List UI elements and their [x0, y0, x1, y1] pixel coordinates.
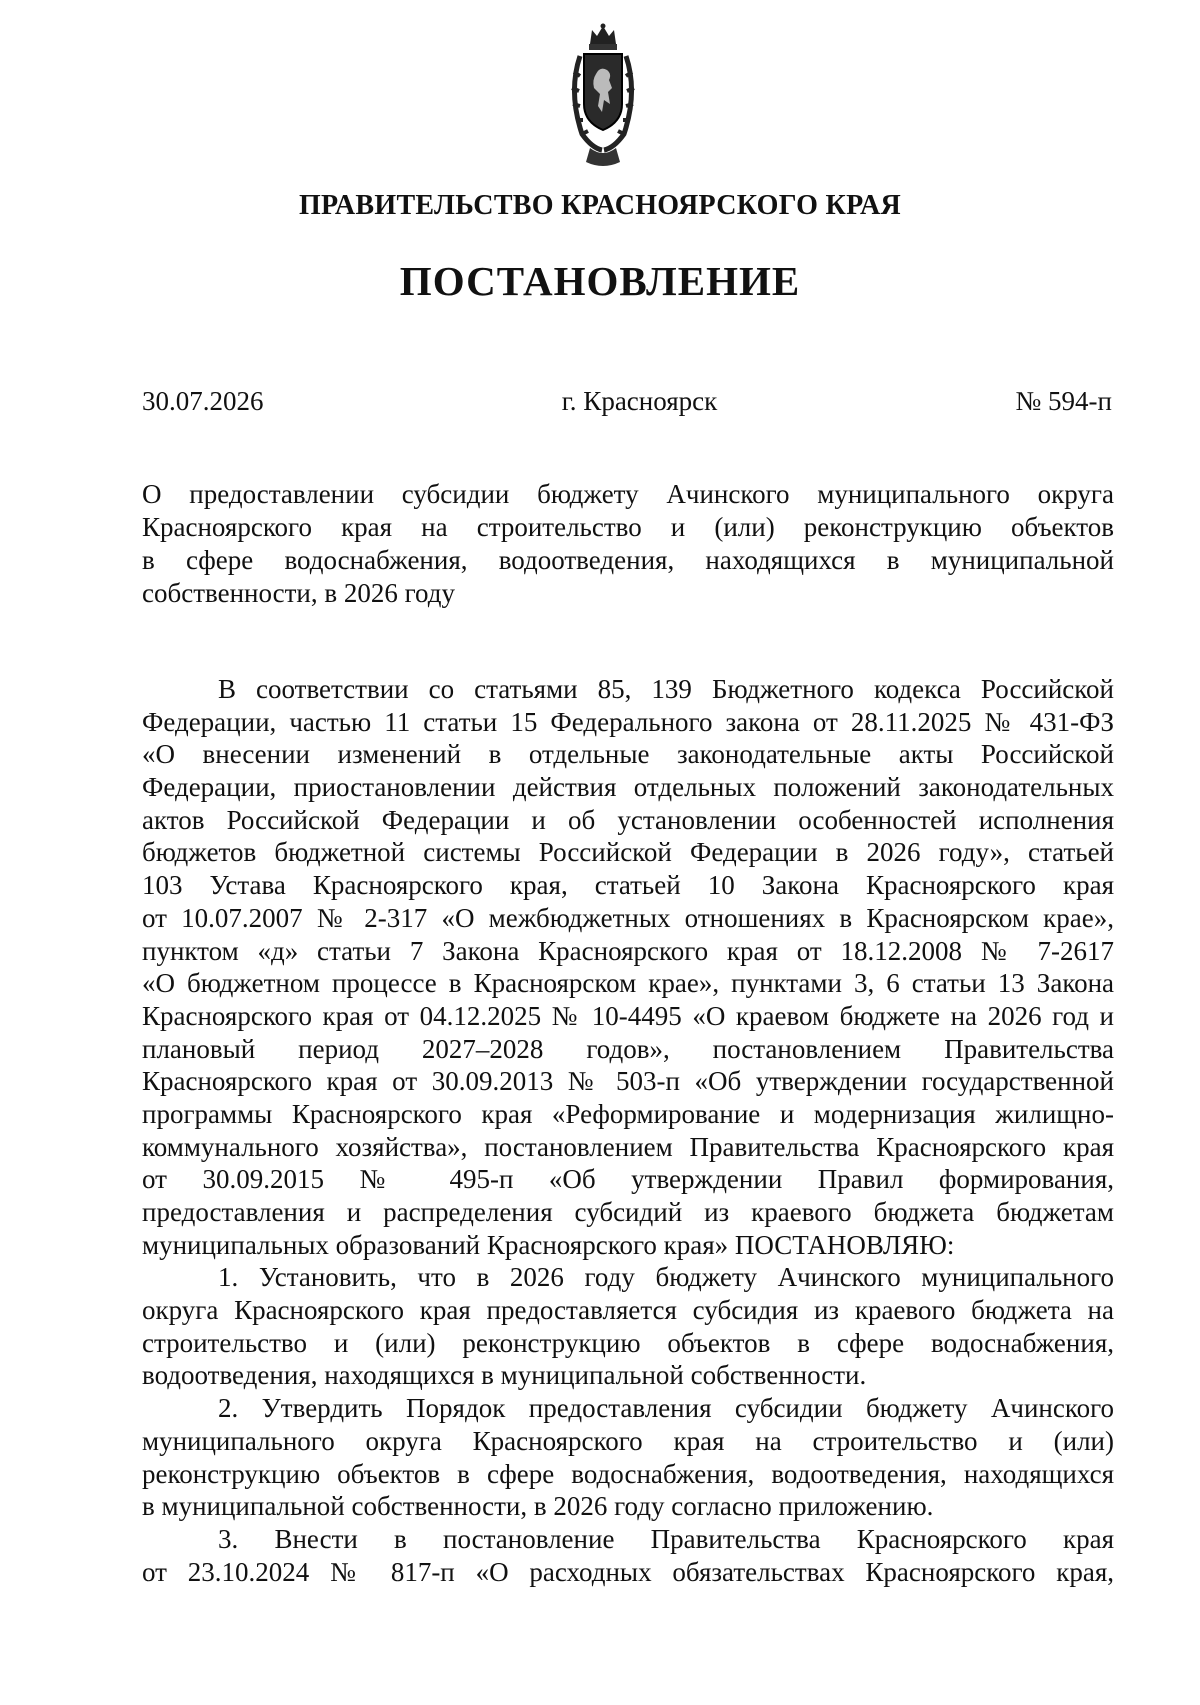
body-line: 103 Устава Красноярского края, статьей 10 Закона Красноярского края: [142, 870, 1114, 901]
body-line: от 10.07.2007 № 2-317 «О межбюджетных отношениях в Красноярском крае»,: [142, 902, 1114, 933]
document-number: № 594-п: [1015, 386, 1112, 416]
document-body: [142, 673, 1114, 1588]
body-line: предоставления и распределения субсидий из краевого бюджета бюджетам: [142, 1197, 1114, 1227]
subject-line: О предоставлении субсидии бюджету Ачинского муниципального округа: [142, 479, 1114, 509]
body-line: «О бюджетном процессе в Красноярском крае», пунктами 3, 6 статьи 13 Закона: [142, 968, 1114, 999]
body-line: «О внесении изменений в отдельные законодательные акты Российской: [142, 739, 1114, 770]
subject-line: собственности, в 2026 году: [142, 578, 455, 608]
body-line: Красноярского края от 04.12.2025 № 10-4495 «О краевом бюджете на 2026 год и: [142, 1000, 1114, 1031]
body-line: от 23.10.2024 № 817-п «О расходных обязательствах Красноярского края,: [142, 1556, 1114, 1587]
body-line: муниципальных образований Красноярского края» ПОСТАНОВЛЯЮ:: [142, 1229, 955, 1260]
body-line: водоотведения, находящихся в муниципальной собственности.: [142, 1360, 867, 1391]
body-line: в муниципальной собственности, в 2026 году согласно приложению.: [142, 1491, 934, 1522]
body-line: 1. Установить, что в 2026 году бюджету Ачинского муниципального: [218, 1262, 1114, 1293]
body-line: актов Российской Федерации и об установлении особенностей исполнения: [142, 804, 1114, 835]
body-line: Федерации, частью 11 статьи 15 Федерального закона от 28.11.2025 № 431-ФЗ: [142, 706, 1114, 737]
document-date: 30.07.2026: [142, 386, 264, 416]
government-title: ПРАВИТЕЛЬСТВО КРАСНОЯРСКОГО КРАЯ: [298, 190, 902, 221]
body-line: бюджетов бюджетной системы Российской Федерации в 2026 году», статьей: [142, 837, 1114, 868]
body-line: коммунального хозяйства», постановлением Правительства Красноярского края: [142, 1131, 1114, 1162]
document-type-title: ПОСТАНОВЛЕНИЕ: [399, 258, 801, 304]
subject-line: в сфере водоснабжения, водоотведения, находящихся в муниципальной: [142, 545, 1114, 575]
body-line: 2. Утвердить Порядок предоставления субсидии бюджету Ачинского: [218, 1393, 1114, 1424]
body-line: округа Красноярского края предоставляется субсидия из краевого бюджета на: [142, 1295, 1114, 1326]
body-line: реконструкцию объектов в сфере водоснабжения, водоотведения, находящихся: [142, 1458, 1114, 1489]
subject-line: Красноярского края на строительство и (или) реконструкцию объектов: [142, 512, 1114, 542]
coat-of-arms-icon: [562, 22, 644, 172]
body-line: Красноярского края от 30.09.2013 № 503-п «Об утверждении государственной: [142, 1066, 1114, 1097]
document-meta-row: [142, 386, 1112, 417]
body-line: 3. Внести в постановление Правительства Красноярского края: [218, 1523, 1114, 1554]
body-line: муниципального округа Красноярского края на строительство и (или): [142, 1425, 1114, 1456]
body-line: от 30.09.2015 № 495-п «Об утверждении Правил формирования,: [142, 1164, 1114, 1195]
body-line: пунктом «д» статьи 7 Закона Красноярского края от 18.12.2008 № 7-2617: [142, 935, 1114, 966]
body-line: программы Красноярского края «Реформирование и модернизация жилищно-: [142, 1098, 1114, 1129]
document-city: г. Красноярск: [561, 386, 718, 416]
body-line: В соответствии со статьями 85, 139 Бюджетного кодекса Российской: [218, 674, 1114, 704]
body-line: Федерации, приостановлении действия отдельных положений законодательных: [142, 772, 1114, 803]
document-subject: [142, 478, 1114, 610]
body-line: плановый период 2027–2028 годов», постановлением Правительства: [142, 1033, 1114, 1064]
body-line: строительство и (или) реконструкцию объектов в сфере водоснабжения,: [142, 1327, 1114, 1358]
